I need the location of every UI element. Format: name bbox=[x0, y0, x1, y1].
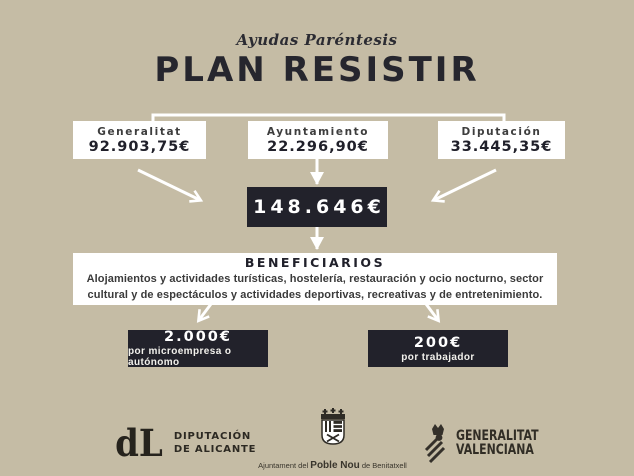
diputacion-monogram-icon: dL bbox=[115, 420, 163, 465]
source-box-generalitat bbox=[73, 121, 206, 159]
generalitat-valenciana-logo bbox=[424, 420, 562, 466]
generalitat-emblem-icon bbox=[424, 421, 452, 465]
grant-amount: 2.000€ bbox=[164, 329, 232, 345]
source-label: Diputación bbox=[461, 125, 542, 138]
beneficiaries-description: Alojamientos y actividades turísticas, hostelería, restauración y ocio nocturno, sector cultural y de espectáculos y actividades deportivas, recreativas y de entretenimiento. bbox=[86, 272, 544, 301]
ajuntament-benitatxell-logo bbox=[258, 408, 407, 472]
source-amount: 22.296,90€ bbox=[267, 138, 369, 155]
source-amount: 33.445,35€ bbox=[450, 138, 553, 155]
source-amount: 92.903,75€ bbox=[88, 138, 191, 155]
diputacion-logo-text: DIPUTACIÓN DE ALICANTE bbox=[173, 430, 257, 455]
grant-per: por trabajador bbox=[401, 351, 475, 363]
grant-per: por microempresa o autónomo bbox=[128, 346, 232, 368]
source-label: Generalitat bbox=[97, 125, 182, 138]
grant-box-microempresa bbox=[128, 330, 268, 367]
total-amount: 148.646€ bbox=[253, 196, 385, 218]
beneficiaries-title: BENEFICIARIOS bbox=[244, 254, 386, 270]
ajuntament-crest-icon bbox=[318, 408, 348, 450]
beneficiaries-box bbox=[73, 253, 557, 305]
page-title: PLAN RESISTIR bbox=[154, 50, 480, 90]
source-label: Ayuntamiento bbox=[266, 125, 370, 138]
subtitle: Ayudas Paréntesis bbox=[236, 31, 398, 49]
source-box-ayuntamiento bbox=[248, 121, 388, 159]
grant-amount: 200€ bbox=[413, 334, 463, 351]
total-box bbox=[247, 187, 387, 227]
generalitat-logo-text: GENERALITAT VALENCIANA bbox=[456, 427, 539, 458]
diputacion-alicante-logo bbox=[113, 417, 256, 469]
grant-box-trabajador bbox=[368, 330, 508, 367]
source-box-diputacion bbox=[438, 121, 565, 159]
ajuntament-logo-text: Ajuntament del Poble Nou de Benitatxell bbox=[258, 460, 407, 471]
